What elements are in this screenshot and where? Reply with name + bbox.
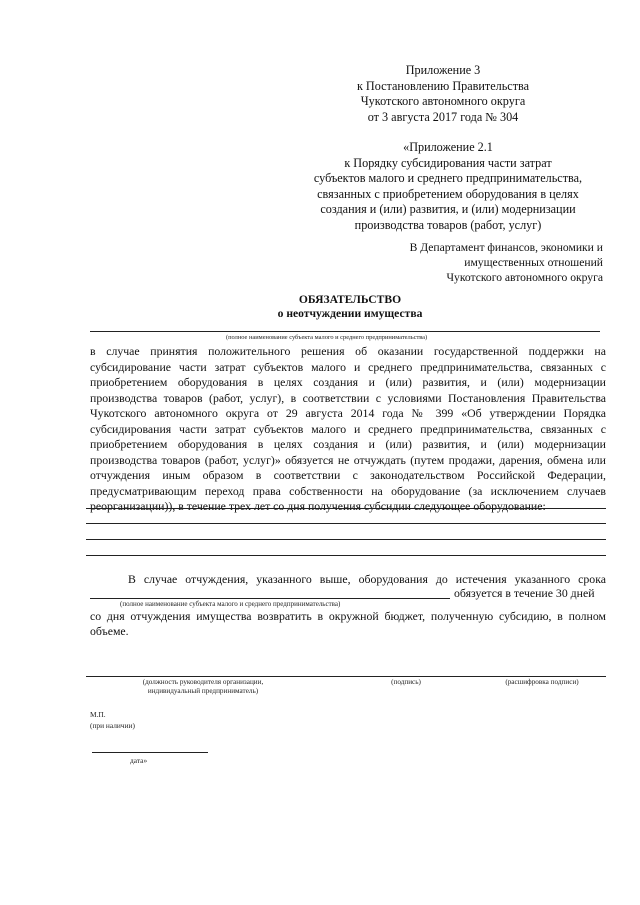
paragraph-line: реорганизации)), в течение трех лет со дня получения субсидии следующее оборудование: <box>90 499 546 513</box>
paragraph-line: Чукотского автономного округа от 29 августа 2014 года № 399 «Об утверждении Порядка <box>90 406 606 420</box>
obligation-text: обязуется в течение 30 дней <box>454 586 595 600</box>
alienation-line-3: со дня отчуждения имущества возвратить в окружной бюджет, полученную субсидию, в полном <box>90 609 606 623</box>
header-line: производства товаров (работ, услуг) <box>354 217 542 232</box>
appendix-3-header <box>330 63 556 125</box>
paragraph-line: субсидирования части затрат субъектов малого и среднего предпринимательства, связанных с <box>90 421 606 436</box>
entity-name-line-2[interactable] <box>90 598 450 599</box>
equipment-line[interactable] <box>86 508 606 509</box>
decoding-label: (расшифровка подписи) <box>505 678 579 686</box>
header-line: связанных с приобретением оборудования в целях <box>317 186 579 201</box>
equipment-line[interactable] <box>86 539 606 540</box>
addressee-line: Чукотского автономного округа <box>446 271 603 284</box>
header-line: к Постановлению Правительства <box>356 78 530 93</box>
paragraph-line: производства товаров (работ, услуг), в соответствии с условиями Постановления Правительства <box>90 390 606 405</box>
header-line: субъектов малого и среднего предпринимательства, <box>313 171 583 185</box>
stamp-if-any: (при наличии) <box>90 721 135 730</box>
equipment-line[interactable] <box>86 555 606 556</box>
addressee-block <box>410 240 603 285</box>
position-label: (должность руководителя организации, индивидуальный предприниматель) <box>142 678 264 695</box>
paragraph-line: предусматривающим переход права собственности на оборудование (за исключением случаев <box>90 483 606 498</box>
addressee-line: имущественных отношений <box>464 256 603 269</box>
stamp-mp: М.П. <box>90 710 106 719</box>
entity-name-caption: (полное наименование субъекта малого и среднего предпринимательства) <box>226 334 428 341</box>
header-line: от 3 августа 2017 года № 304 <box>367 109 519 124</box>
addressee-line: В Департамент финансов, экономики и <box>409 241 603 254</box>
paragraph-line: субсидирование части затрат субъектов малого и среднего предпринимательства, связанных с <box>90 359 606 374</box>
paragraph-line: приобретением оборудования в целях создания и (или) развития, и (или) модернизации <box>90 375 606 389</box>
entity-name-caption-2: (полное наименование субъекта малого и среднего предпринимательства) <box>120 600 341 608</box>
entity-name-line[interactable] <box>90 331 600 332</box>
paragraph-line: отчуждения иным образом в соответствии с законодательством Российской Федерации, <box>90 468 606 482</box>
obligation-paragraph <box>90 344 606 515</box>
header-line: Приложение 3 <box>405 63 481 77</box>
header-line: к Порядку субсидирования части затрат <box>344 155 552 170</box>
paragraph-line: приобретением оборудования в целях создания и (или) развития, и (или) модернизации <box>90 437 606 451</box>
appendix-2-1-header <box>300 140 596 233</box>
paragraph-line: производства товаров (работ, услуг)» обязуется не отчуждать (путем продажи, дарения, обмена или <box>90 452 606 467</box>
signature-line[interactable] <box>86 676 606 677</box>
alienation-line-4: объеме. <box>90 624 129 638</box>
header-line: Чукотского автономного округа <box>360 94 526 108</box>
alienation-line-1: В случае отчуждения, указанного выше, оборудования до истечения указанного срока <box>128 572 606 586</box>
date-label: дата» <box>130 756 148 765</box>
date-line[interactable] <box>92 752 208 753</box>
header-line: создания и (или) развития, и (или) модернизации <box>320 202 576 216</box>
paragraph-line: в случае принятия положительного решения об оказании государственной поддержки на <box>90 344 606 358</box>
header-line: «Приложение 2.1 <box>403 140 493 154</box>
signature-label: (подпись) <box>391 678 421 686</box>
document-title: ОБЯЗАТЕЛЬСТВО <box>298 293 402 306</box>
document-subtitle: о неотчуждении имущества <box>277 307 423 320</box>
equipment-line[interactable] <box>86 523 606 524</box>
